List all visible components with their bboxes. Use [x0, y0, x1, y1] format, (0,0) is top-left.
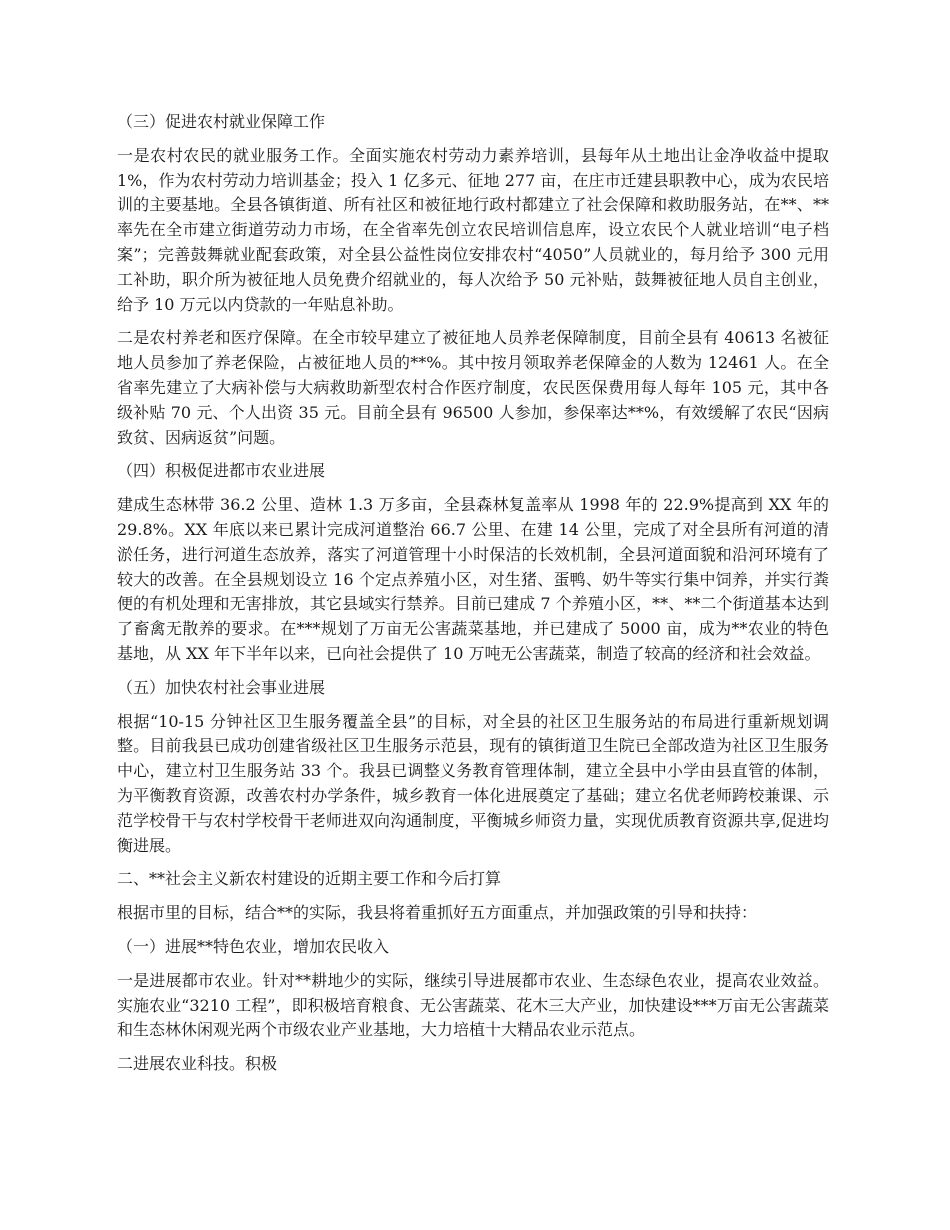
paragraph-urban-agriculture: 建成生态林带 36.2 公里、造林 1.3 万多亩，全县森林复盖率从 1998 年的 22.9%提高到 XX 年的 29.8%。XX 年底以来已累计完成河道整治 66.7 公里、在建 14 公里，完成了对全县所有河道的清淤任务，进行河道生态放养，落实了河道管理十小时保洁的长效机制，全县河道面貌和沿河环境有了较大的改善。在全县规划设立 16 个定点养殖小区，对生猪、蛋鸭、奶牛等实行集中饲养，并实行粪便的有机处理和无害排放，其它县域实行禁养。目前已建成 7 个养殖小区，**、**二个街道基本达到了畜禽无散养的要求。在***规划了万亩无公害蔬菜基地，并已建成了 5000 亩，成为**农业的特色基地，从 XX 年下半年以来，已向社会提供了 10 万吨无公害蔬菜，制造了较高的经济和社会效益。: [117, 495, 829, 663]
paragraph-urban-farming-plan: 一是进展都市农业。针对**耕地少的实际，继续引导进展都市农业、生态绿色农业，提高农业效益。实施农业“3210 工程”，即积极培育粮食、无公害蔬菜、花木三大产业，加快建设***万亩无公害蔬菜和生态林休闲观光两个市级农业产业基地，大力培植十大精品农业示范点。: [117, 970, 829, 1040]
paragraph-plan-intro: 根据市里的目标，结合**的实际，我县将着重抓好五方面重点，并加强政策的引导和扶持：: [117, 903, 758, 923]
paragraph-agri-tech: 二进展农业科技。积极: [117, 1054, 278, 1074]
paragraph-social-services: 根据“10-15 分钟社区卫生服务覆盖全县”的目标，对全县的社区卫生服务站的布局进行重新规划调整。目前我县已成功创建省级社区卫生服务示范县，现有的镇街道卫生院已全部改造为社区卫生服务中心，建立村卫生服务站 33 个。我县已调整义务教育管理体制，建立全县中小学由县直管的体制，为平衡教育资源，改善农村办学条件，城乡教育一体化进展奠定了基础；建立名优老师跨校兼课、示范学校骨干与农村学校骨干老师进双向沟通制度，平衡城乡师资力量，实现优质教育资源共享,促进均衡进展。: [117, 711, 829, 855]
chapter-heading-2: 二、**社会主义新农村建设的近期主要工作和今后打算: [117, 869, 502, 889]
subsection-heading-1: （一）进展**特色农业，增加农民收入: [117, 936, 390, 956]
document-page: [117, 110, 829, 1086]
paragraph-employment-service: 一是农村农民的就业服务工作。全面实施农村劳动力素养培训，县每年从土地出让金净收益中提取 1%，作为农村劳动力培训基金；投入 1 亿多元、征地 277 亩，在庄市迁建县职教中心，成为农民培训的主要基地。全县各镇街道、所有社区和被征地行政村都建立了社会保障和救助服务站，在**、**率先在全市建立街道劳动力市场，在全省率先创立农民培训信息库，设立农民个人就业培训“电子档案”；完善鼓舞就业配套政策，对全县公益性岗位安排农村“4050”人员就业的，每月给予 300 元用工补助，职介所为被征地人员免费介绍就业的，每人次给予 50 元补贴，鼓舞被征地人员自主创业，给予 10 万元以内贷款的一年贴息补助。: [117, 145, 829, 314]
section-heading-4: （四）积极促进都市农业进展: [117, 461, 326, 481]
section-heading-3: （三）促进农村就业保障工作: [117, 112, 326, 131]
section-heading-5: （五）加快农村社会事业进展: [117, 677, 326, 697]
paragraph-pension-medical: 二是农村养老和医疗保障。在全市较早建立了被征地人员养老保障制度，目前全县有 40613 名被征地人员参加了养老保险，占被征地人员的**%。其中按月领取养老保障金的人数为 12461 人。在全省率先建立了大病补偿与大病救助新型农村合作医疗制度，农民医保费用每人每年 105 元，其中各级补贴 70 元、个人出资 35 元。目前全县有 96500 人参加，参保率达**%，有效缓解了农民“因病致贫、因病返贫”问题。: [117, 328, 829, 447]
